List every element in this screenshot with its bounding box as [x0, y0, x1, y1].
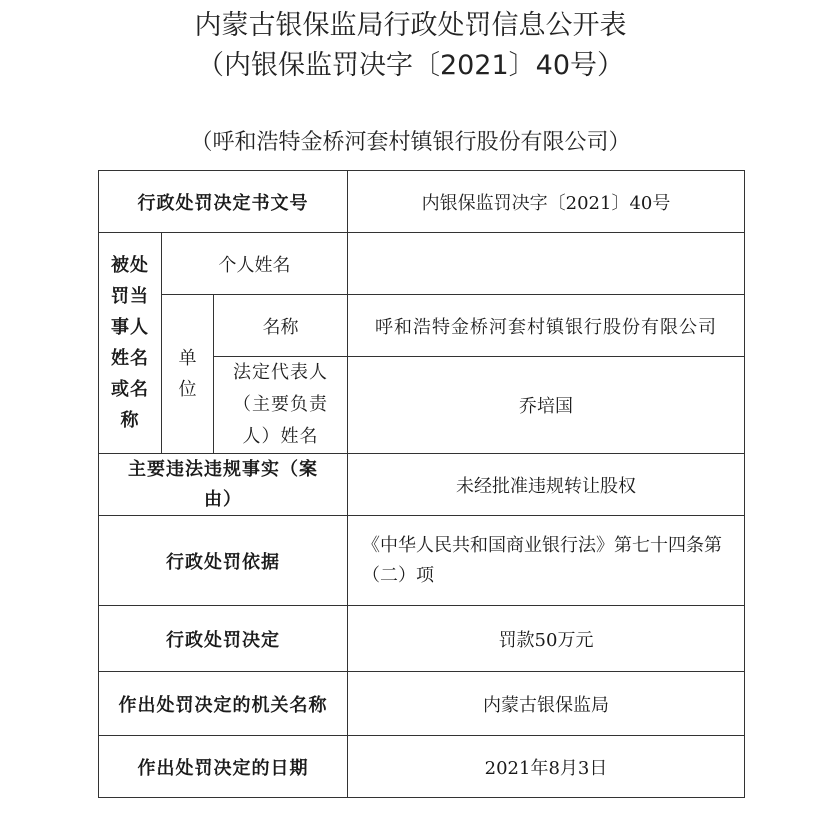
- legal-rep-label: [214, 357, 348, 454]
- basis-label: 行政处罚依据: [99, 516, 348, 606]
- basis-value-text: 《中华人民共和国商业银行法》第七十四条第（二）项: [362, 534, 723, 586]
- authority-value: 内蒙古银保监局: [348, 672, 745, 736]
- party-label-text: 被处罚当事人姓名或名称: [111, 255, 149, 431]
- unit-name-value: 呼和浩特金桥河套村镇银行股份有限公司: [348, 295, 745, 357]
- page-title: 内蒙古银保监局行政处罚信息公开表: [194, 10, 627, 41]
- table-row: [99, 516, 745, 606]
- unit-label-text: 单位: [178, 348, 197, 400]
- table-row: [99, 672, 745, 736]
- table-row: [99, 606, 745, 672]
- party-subtitle: （呼和浩特金桥河套村镇银行股份有限公司）: [190, 130, 631, 155]
- legal-rep-value: 乔培国: [348, 357, 745, 454]
- decision-no-value: 内银保监罚决字〔2021〕40号: [348, 171, 745, 233]
- date-value: 2021年8月3日: [348, 736, 745, 798]
- basis-value: [348, 516, 745, 606]
- person-name-value: [348, 233, 745, 295]
- party-label: [99, 233, 162, 454]
- unit-name-label: 名称: [214, 295, 348, 357]
- violation-label: [99, 454, 348, 516]
- authority-label: 作出处罚决定的机关名称: [99, 672, 348, 736]
- table-row: [99, 736, 745, 798]
- table-row: [99, 454, 745, 516]
- unit-label: [162, 295, 214, 454]
- penalty-value: 罚款50万元: [348, 606, 745, 672]
- document-number-title: （内银保监罚决字〔2021〕40号）: [196, 50, 625, 81]
- legal-rep-label-text: 法定代表人（主要负责人）姓名: [233, 362, 328, 447]
- date-label: 作出处罚决定的日期: [99, 736, 348, 798]
- penalty-label: 行政处罚决定: [99, 606, 348, 672]
- decision-no-label: 行政处罚决定书文号: [99, 171, 348, 233]
- penalty-info-table: [98, 170, 745, 798]
- person-name-label: 个人姓名: [162, 233, 348, 295]
- table-row: [99, 295, 745, 357]
- violation-label-text: 主要违法违规事实（案由）: [128, 458, 318, 510]
- table-row: [99, 171, 745, 233]
- table-row: [99, 233, 745, 295]
- violation-value: 未经批准违规转让股权: [348, 454, 745, 516]
